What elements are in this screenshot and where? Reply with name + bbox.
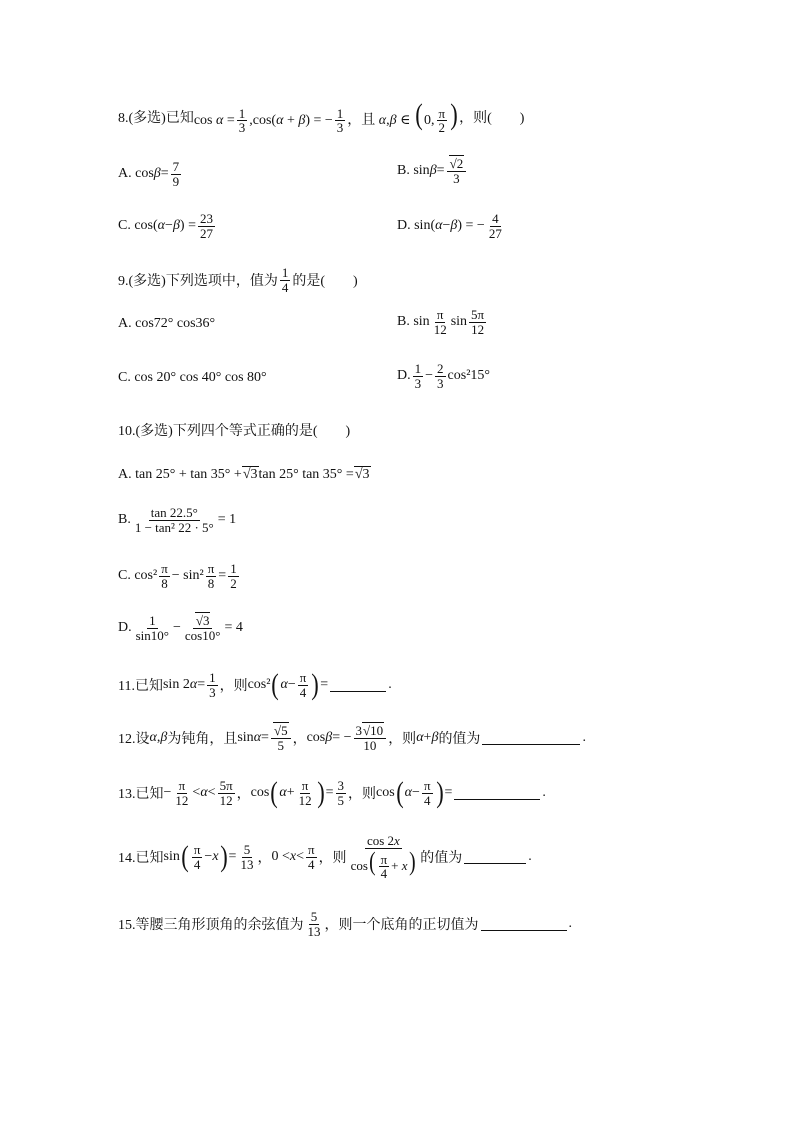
q15-end: .	[568, 916, 572, 932]
question-15	[118, 910, 572, 938]
question-13: 13.已知 − $\frac{\pi}{12}$ < α < $\frac{5\pi}{12}$ ， cos ( α + $\frac{\pi}{12}$ ) = $\frac{3}{5}$ ，则 cos ( α − $\frac{\pi}{4}$ ) = .	[118, 776, 546, 809]
q9-tail-text: 的是( )	[292, 274, 358, 290]
q14-answer-blank[interactable]	[464, 851, 526, 864]
q8-stem-text: 8.(多选)已知	[118, 111, 194, 127]
q15-answer-blank[interactable]	[481, 918, 567, 931]
q13-sep: ，	[236, 787, 251, 802]
q9-option-c-text: C. cos 20° cos 40° cos 80°	[118, 370, 267, 385]
q9-fraction: $\frac{1}{4}$	[281, 265, 289, 295]
q9-option-d[interactable]: D. $\frac{1}{3}$ − $\frac{2}{3}$ cos²15°	[397, 361, 490, 391]
q15-stem-text: 15.等腰三角形顶角的余弦值为	[118, 918, 304, 934]
q10-stem-text: 10.(多选)下列四个等式正确的是( )	[118, 424, 351, 439]
q9-option-c[interactable]	[118, 370, 267, 386]
q11-stem-text: 11.已知	[118, 679, 163, 694]
question-11: 11.已知 sin 2 α = $\frac{1}{3}$ ，则 cos² ( α − $\frac{\pi}{4}$ ) = .	[118, 668, 392, 701]
q14-mid2-text: 的值为	[420, 851, 463, 867]
q13-stem-text: 13.已知	[118, 787, 164, 802]
q8-formula: cos α = $\frac{1}{3}$ ,cos(α + β) = − $\frac{1}{3}$ ，且 α,β ∈ (0, $\frac{\pi}{2}$ )	[193, 98, 458, 136]
q9-option-a-text: A. cos72° cos36°	[118, 316, 216, 331]
q10-option-b[interactable]: B. $\frac{\tan 22.5^\circ}{\text{1 − tan² 22 · 5°}}$ = 1	[118, 505, 237, 535]
q11-mid-text: ，则	[219, 679, 248, 694]
q14-mid-text: ，则	[318, 851, 347, 867]
q8-tail-text: ，则( )	[459, 111, 525, 127]
question-10-stem	[118, 420, 350, 440]
q12-mid2-text: ，则	[388, 732, 417, 748]
question-9-stem	[118, 266, 358, 294]
q13-end: .	[542, 785, 546, 800]
q8-option-a[interactable]: A. cos β = $\frac{7}{9}$	[118, 159, 180, 189]
q8-option-c[interactable]: C. cos( α − β ) = $\frac{23}{27}$	[118, 211, 213, 241]
q14-stem-text: 14.已知	[118, 851, 164, 867]
q13-answer-blank[interactable]	[454, 787, 540, 800]
q11-answer-blank[interactable]	[330, 679, 386, 692]
q11-end: .	[388, 677, 392, 692]
q8-option-d[interactable]: D. sin( α − β ) = − $\frac{4}{27}$	[397, 211, 502, 241]
q12-stem-text: 12.设	[118, 732, 150, 748]
q10-option-a[interactable]: A. tan 25° + tan 35° + √3 tan 25° tan 35° = √3	[118, 466, 370, 482]
q10-option-c[interactable]: C. cos² $\frac{\pi}{8}$ − sin² $\frac{\pi}{8}$ = $\frac{1}{2}$	[118, 561, 237, 591]
q14-end: .	[528, 849, 532, 865]
q12-mid1-text: 为钝角，且	[167, 732, 238, 748]
question-14: 14.已知 sin ( $\frac{\pi}{4}$ − x ) = $\frac{5}{13}$ ， 0 < x < $\frac{\pi}{4}$ ，则 cos 2x cos( $\frac{\pi}{4}$ + x) 的值为 .	[118, 833, 532, 882]
q15-fraction: $\frac{5}{13}$	[307, 909, 321, 939]
q12-sep: ，	[292, 732, 307, 748]
question-12: 12.设 α , β 为钝角，且 sin α = $\frac{√5}{5}$ ， cos β = − $\frac{3√10}{10}$ ，则 α + β 的值为 .	[118, 723, 586, 753]
q12-answer-blank[interactable]	[482, 732, 580, 745]
q12-end: .	[582, 730, 586, 746]
q10-option-d[interactable]: D. $\frac{1}{\sin 10^\circ}$ − $\frac{√3}{\cos 10^\circ}$ = 4	[118, 613, 243, 643]
q9-option-b[interactable]: B. sin $\frac{\pi}{12}$ sin $\frac{5\pi}{12}$	[397, 307, 485, 337]
q9-option-a[interactable]	[118, 316, 215, 332]
q14-big-fraction: cos 2x cos( $\frac{\pi}{4}$ + x)	[350, 833, 416, 882]
q8-option-b[interactable]: B. sin β = $\frac{√2}{3}$	[397, 157, 468, 185]
q12-mid3-text: 的值为	[438, 732, 481, 748]
question-8-stem	[118, 100, 524, 135]
q13-mid-text: ，则	[348, 787, 376, 802]
q9-stem-text: 9.(多选)下列选项中，值为	[118, 274, 278, 290]
q15-mid-text: ，则一个底角的正切值为	[324, 918, 479, 934]
q14-sep: ，	[257, 851, 272, 867]
